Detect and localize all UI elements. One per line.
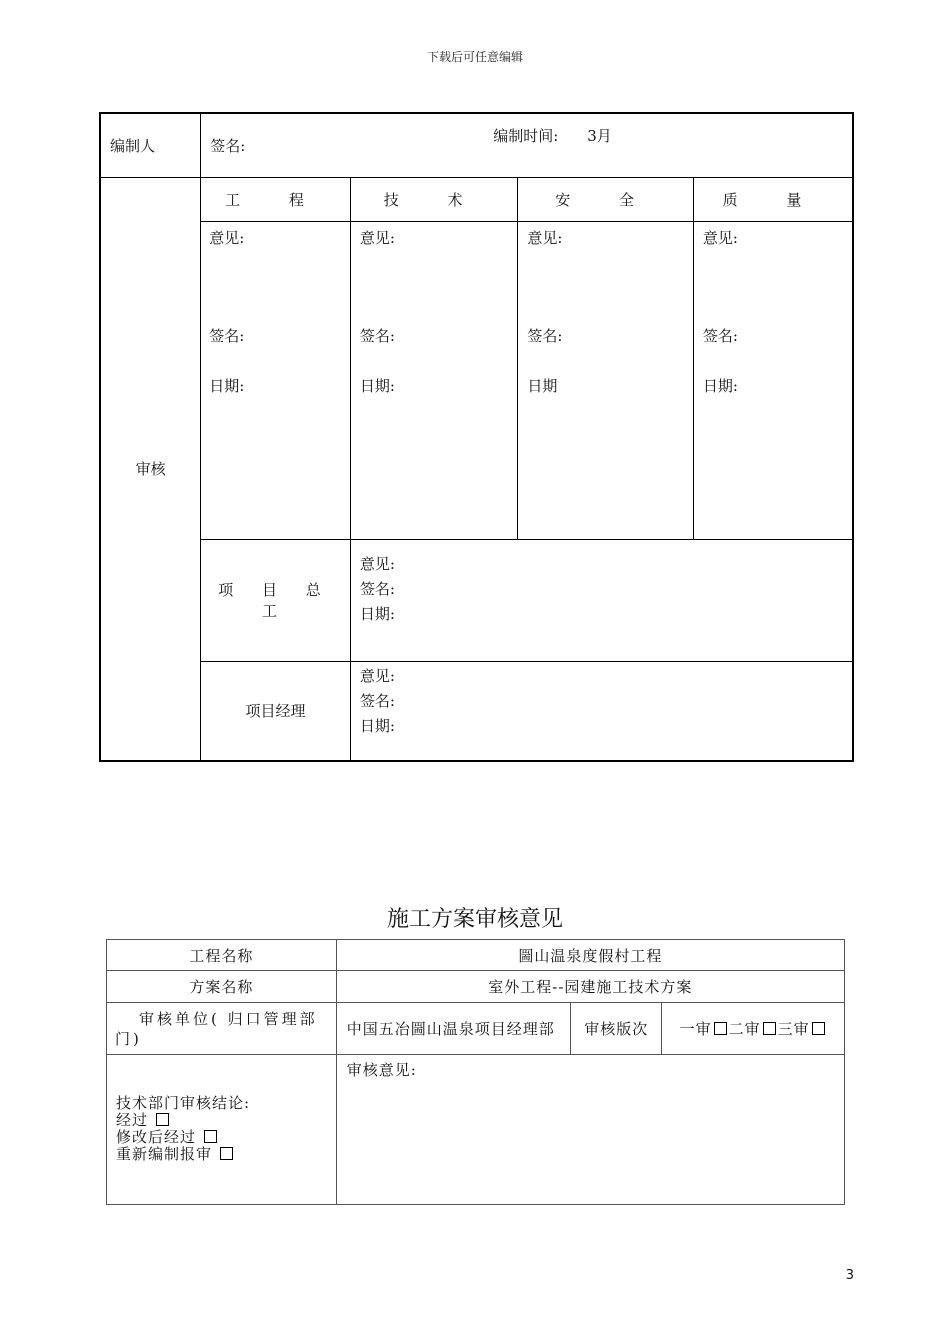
dept-quality: 质 量 — [722, 190, 824, 209]
signature-label: 签名: — [210, 136, 246, 155]
review-version-options — [662, 1003, 845, 1055]
sign-label: 签名: — [527, 326, 563, 345]
opinion-label: 意见: — [359, 554, 395, 573]
revised-pass-checkbox[interactable] — [204, 1130, 217, 1143]
opinion-label: 意见: — [702, 228, 738, 247]
second-review-checkbox[interactable] — [763, 1022, 776, 1035]
project-manager-cell — [350, 661, 853, 761]
compile-time-value: 3月 — [587, 126, 612, 145]
dept-cell-engineering — [201, 221, 351, 539]
third-review-checkbox[interactable] — [812, 1022, 825, 1035]
sign-label: 签名: — [359, 691, 395, 710]
opinion-label: 意见: — [359, 228, 395, 247]
dept-technology: 技 术 — [383, 190, 485, 209]
opinion-label: 意见: — [209, 228, 245, 247]
first-review-label: 一审 — [679, 1020, 712, 1038]
project-manager-label: 项目经理 — [201, 661, 351, 761]
dept-cell-safety — [518, 221, 694, 539]
project-name-label: 工程名称 — [107, 940, 337, 971]
sign-label: 签名: — [359, 579, 395, 598]
conclusion-cell — [107, 1055, 337, 1205]
opinion-label: 意见: — [359, 666, 395, 685]
date-label: 日期: — [359, 604, 395, 623]
date-label: 日期 — [527, 376, 558, 395]
resubmit-checkbox[interactable] — [220, 1147, 233, 1160]
sign-label: 签名: — [359, 326, 395, 345]
header-note: 下载后可任意编辑 — [426, 50, 523, 64]
review-version-label: 审核版次 — [571, 1003, 662, 1055]
dept-engineering: 工 程 — [225, 190, 326, 209]
review-opinion-cell[interactable] — [336, 1055, 844, 1205]
review-unit-value: 中国五冶圌山温泉项目经理部 — [336, 1003, 571, 1055]
conclusion-option-resubmit: 重新编制报审 — [116, 1146, 336, 1163]
chief-engineer-label: 项 目 总 工 — [201, 539, 351, 661]
date-label: 日期: — [359, 716, 395, 735]
sign-label: 签名: — [702, 326, 738, 345]
review-label: 审核 — [100, 177, 201, 761]
conclusion-title: 技术部门审核结论: — [116, 1094, 251, 1112]
date-label: 日期: — [359, 376, 395, 395]
plan-name-label: 方案名称 — [107, 971, 337, 1003]
dept-cell-quality — [693, 221, 853, 539]
date-label: 日期: — [209, 376, 245, 395]
opinion-label: 意见: — [527, 228, 563, 247]
review-unit-label: 审核单位( 归口管理部门) — [107, 1003, 337, 1055]
plan-name-value: 室外工程--园建施工技术方案 — [336, 971, 844, 1003]
sign-label: 签名: — [209, 326, 245, 345]
chief-engineer-cell — [350, 539, 853, 661]
third-review-label: 三审 — [777, 1020, 810, 1038]
dept-safety: 安 全 — [555, 190, 657, 209]
review-opinion-label: 审核意见: — [346, 1061, 417, 1079]
pass-checkbox[interactable] — [156, 1113, 169, 1126]
page-number: 3 — [845, 1268, 854, 1283]
opinion-form-table — [106, 939, 845, 1205]
conclusion-option-pass: 经过 — [116, 1112, 336, 1129]
compiler-label: 编制人 — [100, 113, 201, 177]
conclusion-option-revised-pass: 修改后经过 — [116, 1129, 336, 1146]
first-review-checkbox[interactable] — [714, 1022, 727, 1035]
date-label: 日期: — [702, 376, 738, 395]
review-form-table — [99, 112, 854, 762]
project-name-value: 圌山温泉度假村工程 — [336, 940, 844, 971]
opinion-form-title: 施工方案审核意见 — [386, 907, 563, 932]
second-review-label: 二审 — [728, 1020, 761, 1038]
dept-cell-technology — [350, 221, 518, 539]
compile-time-label: 编制时间: — [493, 126, 559, 145]
